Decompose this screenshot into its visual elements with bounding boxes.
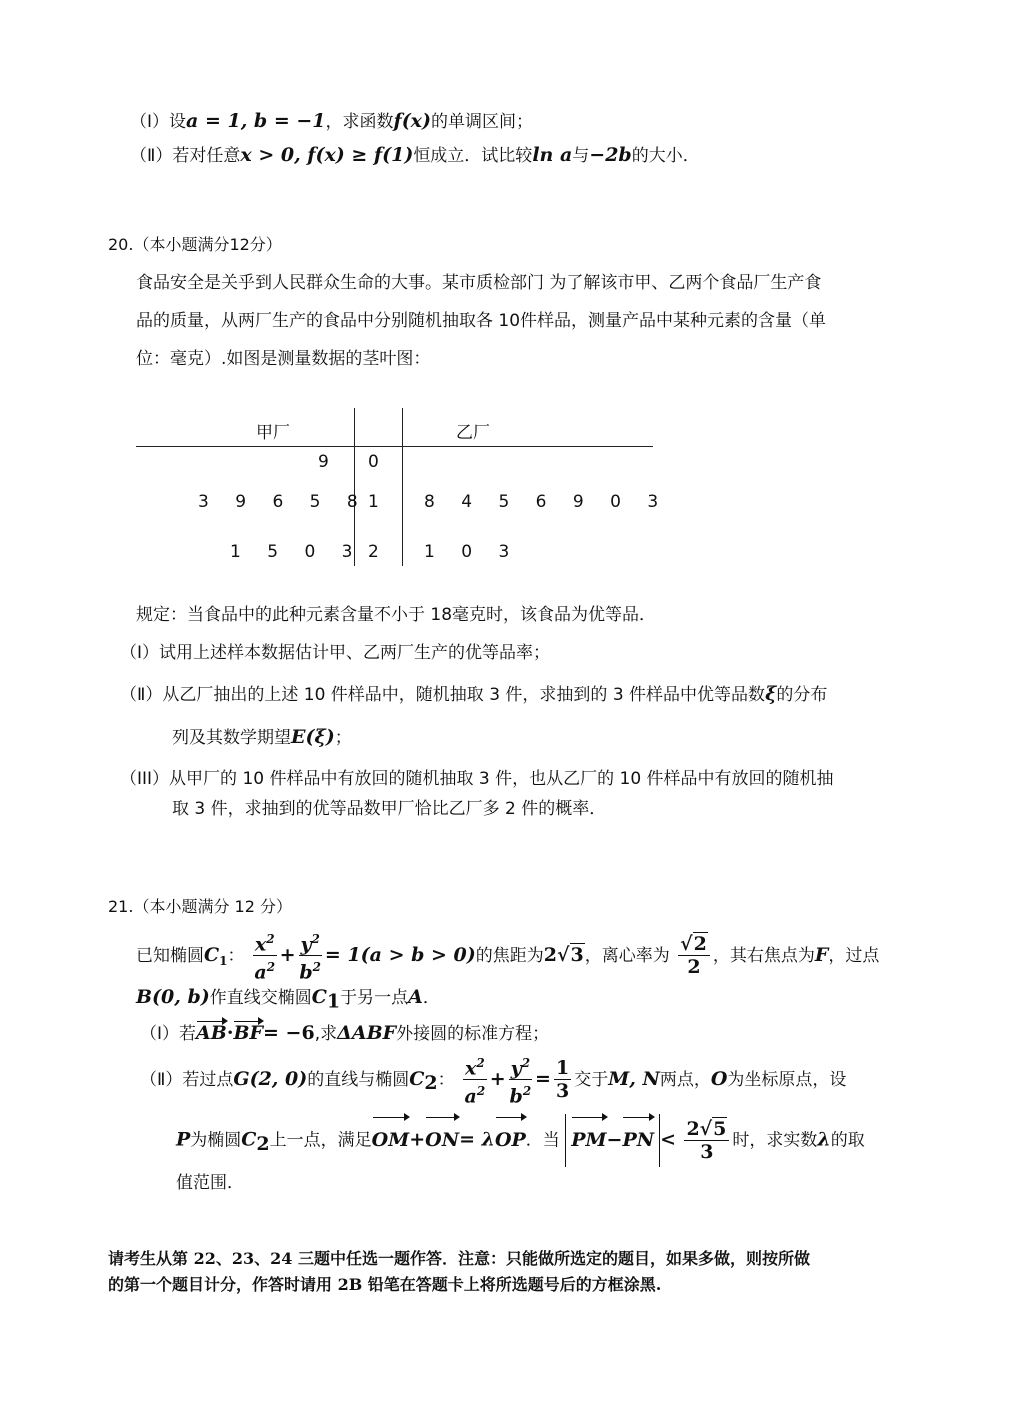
q20-para-2: 品的质量，从两厂生产的食品中分别随机抽取各 10件样品，测量产品中某种元素的含量（单 bbox=[136, 311, 827, 331]
vector-PM: PM bbox=[571, 1116, 606, 1164]
math-sup: 2 bbox=[266, 960, 276, 975]
math: A bbox=[408, 986, 423, 1008]
math-sub: 2 bbox=[424, 1072, 438, 1095]
q21-line4: P为椭圆$C_2$上一点，满足OM+ON= λOP．当 PM−PN < $\frac{2√5}{3}$ 时，求实数λ的取 bbox=[176, 1114, 865, 1168]
math: x bbox=[254, 933, 267, 956]
q20-part1: （Ⅰ）试用上述样本数据估计甲、乙两厂生产的优等品率； bbox=[120, 643, 551, 663]
math: ξ bbox=[765, 683, 777, 705]
text: 的大小． bbox=[631, 146, 700, 166]
math: f(x) bbox=[393, 110, 431, 132]
math: b bbox=[509, 1085, 523, 1108]
math: = λ bbox=[459, 1128, 495, 1151]
vector-ON: ON bbox=[425, 1116, 459, 1164]
stem-header-rule bbox=[136, 446, 653, 447]
math: 3 bbox=[555, 1080, 570, 1103]
left-leaves-2: 1 5 0 3 bbox=[230, 542, 366, 562]
math: = 1(a > b > 0) bbox=[324, 943, 476, 966]
vector-PN: PN bbox=[622, 1116, 654, 1164]
math: y bbox=[510, 1057, 522, 1080]
math: < bbox=[660, 1128, 677, 1151]
text: ．当 bbox=[525, 1130, 560, 1151]
math: −2b bbox=[589, 144, 632, 166]
q20-part2-line1 bbox=[120, 681, 827, 708]
math-sub: 1 bbox=[326, 990, 341, 1013]
vector-BF: BF bbox=[233, 1022, 264, 1044]
math: y bbox=[300, 933, 312, 956]
text: ，其右焦点为 bbox=[712, 945, 815, 966]
text: 的单调区间； bbox=[431, 112, 533, 132]
math: x bbox=[465, 1057, 477, 1080]
math: ΔABF bbox=[337, 1022, 397, 1044]
frac-y2-b2-c2 bbox=[509, 1052, 532, 1108]
math: a bbox=[254, 961, 267, 984]
stem-right-rule bbox=[402, 408, 403, 566]
math: C bbox=[409, 1067, 425, 1090]
text: 的直线与椭圆 bbox=[307, 1069, 410, 1090]
text: 作直线交椭圆 bbox=[209, 988, 312, 1008]
frac-one-third bbox=[554, 1057, 571, 1102]
math: B(0, b) bbox=[136, 986, 210, 1008]
math: 2 bbox=[686, 1118, 700, 1140]
frac-2sqrt5-3: $\frac{2√5}{3}$ bbox=[684, 1118, 729, 1163]
sqrt-3: √3 bbox=[557, 943, 584, 966]
q20-para-1: 食品安全是关乎到人民群众生命的大事。某市质检部门 为了解该市甲、乙两个食品厂生产食 bbox=[136, 273, 822, 293]
text: （Ⅱ）从乙厂抽出的上述 10 件样品中，随机抽取 3 件，求抽到的 3 件样品中优等品数 bbox=[120, 685, 766, 705]
math: b bbox=[299, 961, 313, 984]
math: λ bbox=[817, 1128, 831, 1151]
stem-0: 0 bbox=[368, 452, 379, 472]
frac-x2-a2 bbox=[253, 928, 277, 984]
text: 上一点，满足 bbox=[269, 1130, 372, 1151]
right-leaves-1: 8 4 5 6 9 0 3 bbox=[424, 492, 672, 512]
text: 的焦距为 bbox=[475, 945, 544, 966]
q21-line1: 已知椭圆$C_1$： $\frac{x^2}{a^2}$ + $\frac{y^2}{b^2}$ = 1(a > b > 0)的焦距为2√3，离心率为 $\frac{√2}{2}$ ，其右焦点为F，过点 bbox=[136, 928, 879, 985]
math-sub: 1 bbox=[219, 954, 228, 969]
math-sup: 2 bbox=[522, 1084, 532, 1099]
text: 两点， bbox=[659, 1069, 711, 1090]
text: 交于 bbox=[574, 1069, 609, 1090]
math-sup: 2 bbox=[312, 960, 322, 975]
abs-PM-PN: PM−PN bbox=[565, 1114, 660, 1167]
text: 的取 bbox=[830, 1130, 865, 1151]
frac-x2-a2-c2 bbox=[463, 1052, 487, 1108]
vector-OP: OP bbox=[495, 1116, 526, 1164]
q21-line2 bbox=[136, 984, 440, 1014]
q21-line5: 值范围． bbox=[176, 1173, 244, 1193]
stem-1: 1 bbox=[368, 492, 379, 512]
text: 恒成立．试比较 bbox=[413, 146, 533, 166]
text: 为坐标原点，设 bbox=[727, 1069, 847, 1090]
math-sub: 2 bbox=[256, 1132, 270, 1155]
math: x > 0, f(x) ≥ f(1) bbox=[240, 144, 414, 166]
text: ． bbox=[422, 988, 440, 1008]
math: F bbox=[814, 943, 829, 966]
math: 5 bbox=[713, 1118, 727, 1140]
math-sup: 2 bbox=[266, 932, 275, 946]
math-sup: 2 bbox=[311, 932, 320, 946]
q21-part1: （Ⅰ）若AB·BF= −6,求ΔABF外接圆的标准方程； bbox=[140, 1022, 550, 1044]
right-leaves-2: 1 0 3 bbox=[424, 542, 523, 562]
math: G(2, 0) bbox=[233, 1067, 308, 1090]
math: C bbox=[241, 1128, 257, 1151]
math: 3 bbox=[570, 943, 584, 966]
q20-part3-line2: 取 3 件，求抽到的优等品数甲厂恰比乙厂多 2 件的概率． bbox=[172, 799, 607, 819]
math: a = 1, b = −1 bbox=[186, 110, 326, 132]
q20-part2-line2 bbox=[172, 724, 352, 751]
frac-y2-b2 bbox=[299, 928, 322, 984]
text: ，求函数 bbox=[325, 112, 394, 132]
q20-header: 20.（本小题满分12分） bbox=[108, 235, 282, 254]
frac-ecc: $\frac{√2}{2}$ bbox=[678, 933, 710, 978]
math: E(ξ) bbox=[291, 726, 335, 748]
notice-line2: 的第一个题目计分，作答时请用 2B 铅笔在答题卡上将所选题号后的方框涂黑. bbox=[108, 1275, 662, 1294]
math: 1 bbox=[555, 1057, 570, 1080]
q19-part1 bbox=[130, 108, 533, 135]
notice-line1: 请考生从第 22、23、24 三题中任选一题作答．注意：只能做所选定的题目，如果多做，则按所做 bbox=[108, 1249, 810, 1268]
math: 3 bbox=[700, 1141, 714, 1163]
q20-para-3: 位：毫克）.如图是测量数据的茎叶图： bbox=[136, 349, 431, 369]
q20-rule: 规定：当食品中的此种元素含量不小于 18毫克时，该食品为优等品． bbox=[136, 605, 657, 625]
q20-part3-line1: （III）从甲厂的 10 件样品中有放回的随机抽取 3 件，也从乙厂的 10 件样品中有放回的随机抽 bbox=[120, 769, 834, 789]
text: 已知椭圆 bbox=[136, 945, 204, 966]
text: 为椭圆 bbox=[190, 1130, 242, 1151]
math: 2 bbox=[543, 943, 557, 966]
right-title: 乙厂 bbox=[456, 423, 490, 443]
text: ，过点 bbox=[828, 945, 880, 966]
text: 外接圆的标准方程； bbox=[396, 1024, 550, 1044]
text: 的分布 bbox=[776, 685, 828, 705]
math: C bbox=[311, 986, 327, 1008]
q21-part2: （Ⅱ）若过点G(2, 0)的直线与椭圆$C_2$： $\frac{x^2}{a^2}$ + $\frac{y^2}{b^2}$ = $\frac{1}{3}$ 交于M, N两点，O为坐标原点，设 bbox=[140, 1052, 846, 1108]
math: O bbox=[710, 1067, 728, 1090]
math: M, N bbox=[608, 1067, 660, 1090]
math: 2 bbox=[687, 956, 701, 979]
math: P bbox=[176, 1128, 191, 1151]
text: （Ⅰ）设 bbox=[130, 112, 187, 132]
math: = −6 bbox=[263, 1022, 315, 1044]
q19-part2 bbox=[130, 142, 700, 169]
math-sup: 2 bbox=[521, 1056, 531, 1070]
left-title: 甲厂 bbox=[256, 423, 290, 443]
text: （Ⅰ）若 bbox=[140, 1024, 197, 1044]
vector-OM: OM bbox=[372, 1116, 410, 1164]
math: a bbox=[464, 1085, 477, 1108]
text: （Ⅱ）若过点 bbox=[140, 1069, 234, 1090]
math-sup: 2 bbox=[476, 1056, 485, 1070]
left-leaves-1: 3 9 6 5 8 bbox=[198, 492, 371, 512]
left-leaves-0: 9 bbox=[318, 452, 342, 472]
text: ，离心率为 bbox=[584, 945, 670, 966]
math: ln a bbox=[532, 144, 573, 166]
text: 于另一点 bbox=[340, 988, 409, 1008]
text: ,求 bbox=[314, 1024, 338, 1044]
math: 2 bbox=[693, 933, 707, 956]
text: 时，求实数 bbox=[732, 1130, 818, 1151]
text: ； bbox=[334, 728, 352, 748]
vector-AB: AB bbox=[196, 1022, 227, 1044]
text: 列及其数学期望 bbox=[172, 728, 291, 748]
text: 与 bbox=[572, 146, 590, 166]
text: ： bbox=[227, 945, 245, 966]
stem-2: 2 bbox=[368, 542, 379, 562]
q21-header: 21.（本小题满分 12 分） bbox=[108, 897, 292, 916]
math-sup: 2 bbox=[476, 1084, 486, 1099]
math: C bbox=[204, 943, 220, 966]
text: （Ⅱ）若对任意 bbox=[130, 146, 241, 166]
